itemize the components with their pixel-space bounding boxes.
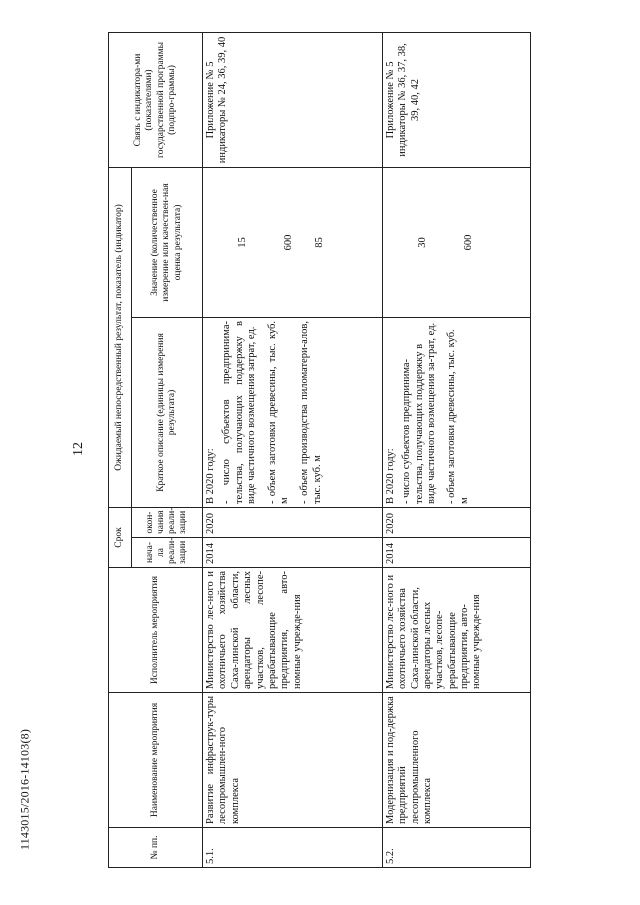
description-item: - число субъектов предпринима-тельства, получающих поддержку в виде частичного возмещения за-трат, ед. xyxy=(401,322,437,504)
header-term-end: окон-чания реали-зации xyxy=(132,507,203,537)
row-executor: Министерство лес-ного и охотничьего хозяйства Саха-линской области, арендаторы лесных участков, лесопе-рерабатывающие предприятия, авто-номные учрежде-ния xyxy=(203,568,383,693)
row-num: 5.2. xyxy=(382,828,530,868)
value-item: 600 xyxy=(283,234,295,251)
row-start: 2014 xyxy=(203,538,383,568)
row-executor: Министерство лес-ного и охотничьего хозяйства Саха-линской области, арендаторы лесных участков, лесопе-рерабатывающие предприятия, авто-номные учрежде-ния xyxy=(382,568,530,693)
value-item: 600 xyxy=(463,234,475,251)
row-num: 5.1. xyxy=(203,828,383,868)
header-executor: Исполнитель мероприятия xyxy=(109,568,203,693)
page-number-wrap xyxy=(64,435,94,465)
description-head: В 2020 году: xyxy=(384,448,396,504)
row-end: 2020 xyxy=(382,507,530,537)
document-code: 1143015/2016-14103(8) xyxy=(17,728,32,851)
table-row xyxy=(203,32,383,867)
header-expected: Ожидаемый непосредственный результат, показатель (индикатор) xyxy=(109,167,132,507)
row-link: Приложение № 5 индикаторы № 24, 36, 39, 40 xyxy=(203,32,383,167)
header-name: Наименование мероприятия xyxy=(109,693,203,828)
header-term-start: нача-ла реали-зации xyxy=(132,538,203,568)
row-description xyxy=(203,317,383,507)
header-num: № пп. xyxy=(109,828,203,868)
table-row xyxy=(382,32,530,867)
value-item: 15 xyxy=(237,237,249,248)
row-link: Приложение № 5 индикаторы № 36, 37, 38, 39, 40, 42 xyxy=(382,32,530,167)
page-number: 12 xyxy=(71,442,86,456)
header-row-1 xyxy=(109,32,132,867)
description-head: В 2020 году: xyxy=(205,448,217,504)
description-item: - число субъектов предпринима-тельства, получающих поддержку в виде частичного возмещения затрат, ед. xyxy=(221,320,258,504)
row-values xyxy=(382,167,530,317)
header-term: Срок xyxy=(109,507,132,567)
description-item: - объем заготовки древесины, тыс. куб. м xyxy=(446,329,470,504)
row-end: 2020 xyxy=(203,507,383,537)
activities-table xyxy=(108,32,531,868)
value-item: 85 xyxy=(313,237,325,248)
row-description xyxy=(382,317,530,507)
row-values xyxy=(203,167,383,317)
row-name: Развитие инфраструк-туры лесопромышлен-ного комплекса xyxy=(203,693,383,828)
rotated-table-container xyxy=(108,33,531,868)
description-item: - объем заготовки древесины, тыс. куб. м xyxy=(266,320,290,504)
header-link: Связь с индикатора-ми (показателями) государственной программы (подпро-граммы) xyxy=(109,32,203,167)
row-name: Модернизация и под-держка предприятий лесопромышленного комплекса xyxy=(382,693,530,828)
value-item: 30 xyxy=(416,237,428,248)
row-start: 2014 xyxy=(382,538,530,568)
header-desc: Краткое описание (единицы измерения результата) xyxy=(132,317,203,507)
header-value: Значение (количественное измерение или качествен-ная оценка результата) xyxy=(132,167,203,317)
description-item: - объем производства пиломатери-алов, тыс. куб. м xyxy=(299,320,323,504)
